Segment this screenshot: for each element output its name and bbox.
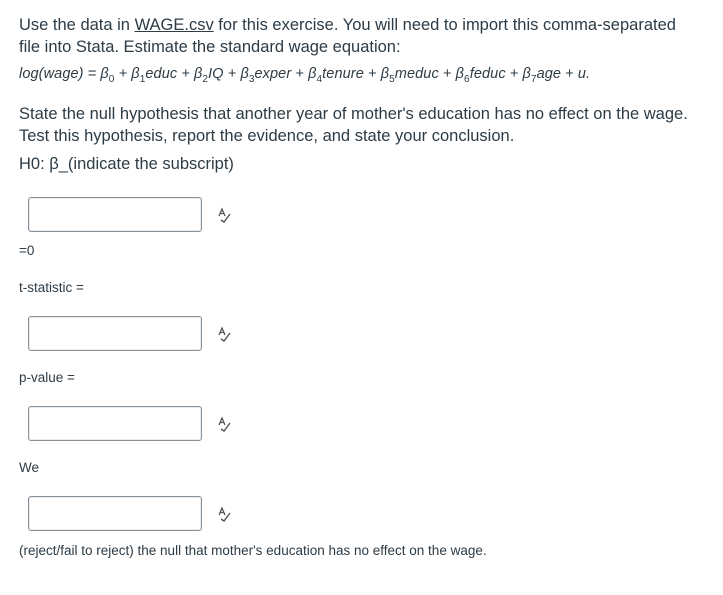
h0-label: H0: β_(indicate the subscript) <box>19 155 234 173</box>
p-value-input[interactable] <box>28 406 202 441</box>
question-intro <box>19 14 699 58</box>
intro-text: Use the data in <box>19 16 135 34</box>
spellcheck-icon[interactable] <box>216 506 232 522</box>
subscript-input[interactable] <box>28 197 202 232</box>
equals-zero-label: =0 <box>19 243 35 258</box>
t-statistic-label: t-statistic = <box>19 280 84 295</box>
decision-input[interactable] <box>28 496 202 531</box>
wage-csv-link[interactable]: WAGE.csv <box>134 16 214 34</box>
conclusion-text: (reject/fail to reject) the null that mother's education has no effect on the wage. <box>19 543 487 558</box>
spellcheck-icon[interactable] <box>216 416 232 432</box>
spellcheck-icon[interactable] <box>216 326 232 342</box>
question-prompt: State the null hypothesis that another year of mother's education has no effect on the wage. Test this hypothesis, report the evidence, and state your conclusion. <box>19 105 688 145</box>
we-label: We <box>19 460 40 475</box>
t-statistic-input[interactable] <box>28 316 202 351</box>
p-value-label: p-value = <box>19 370 75 385</box>
spellcheck-icon[interactable] <box>216 207 232 223</box>
intro-text-continued: for this exercise. You will need to import this comma-separated file into Stata. Estimate the standard wage equation: <box>19 16 676 56</box>
wage-equation: log(wage) = $\beta_0$ + $\beta_1educ + \beta_2IQ$ + $\beta_3exper$ + $\beta_4tenure$ + $\beta_5meduc$ + $\beta_6feduc + \beta_7age + u$. <box>19 66 591 85</box>
